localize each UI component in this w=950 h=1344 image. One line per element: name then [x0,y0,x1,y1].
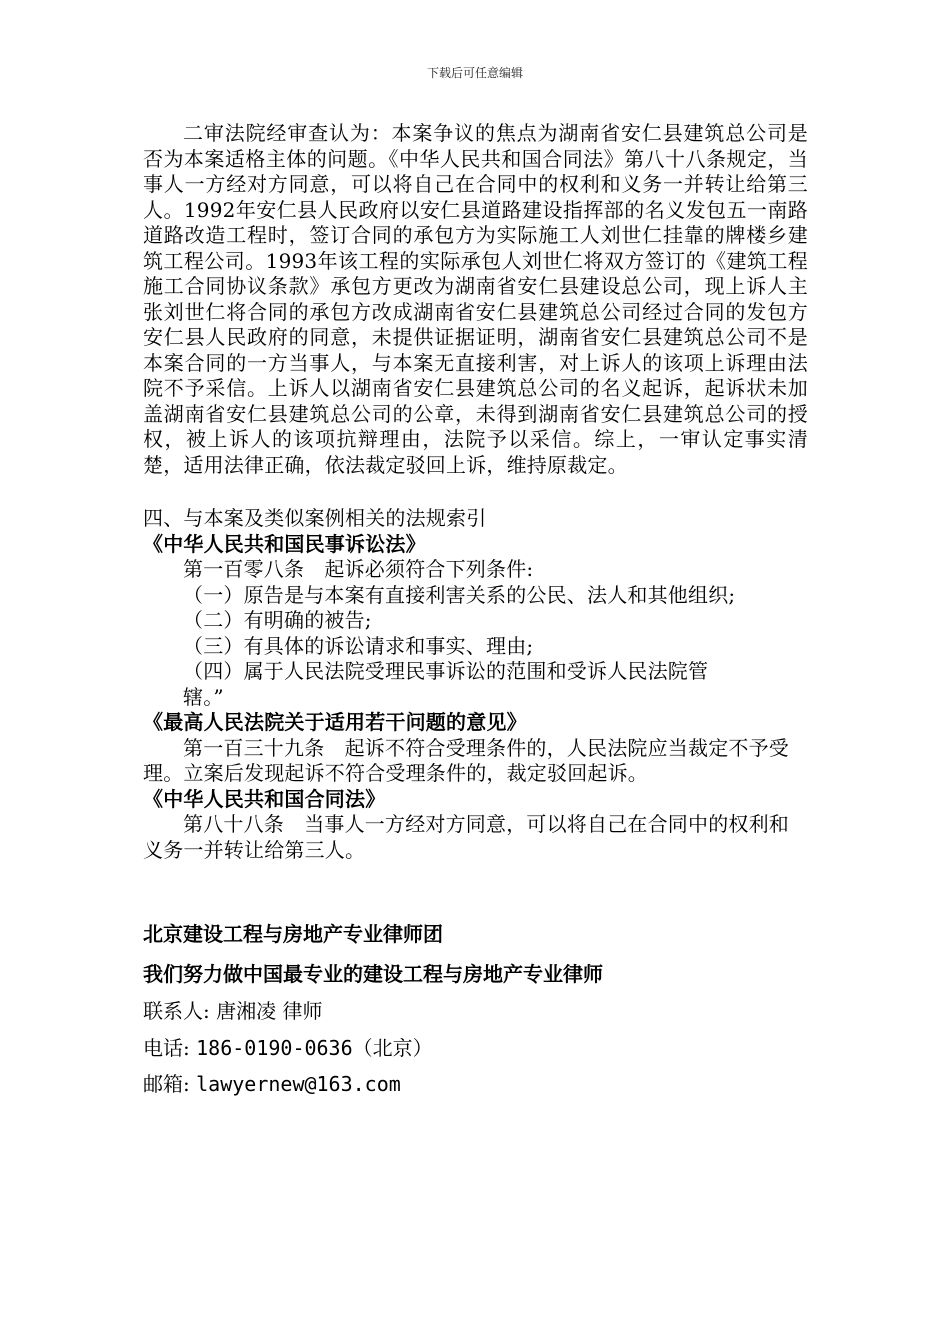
email-value[interactable]: lawyernew@163.com [196,1072,401,1096]
document-body [143,121,808,863]
contact-person-line [143,995,843,1024]
article-88: 第八十八条 当事人一方经对方同意，可以将自己在合同中的权利和义务一并转让给第三人。 [143,812,789,862]
article-139: 第一百三十九条 起诉不符合受理条件的，人民法院应当裁定不予受理。立案后发现起诉不符合受理条件的，裁定驳回起诉。 [143,735,789,785]
condition-item-3: （三）有具体的诉讼请求和事实、理由; [183,633,534,658]
condition-item-4-continued: 辖。” [183,684,224,709]
header-note: 下载后可任意编辑 [426,66,523,80]
court-opinion-paragraph: 二审法院经审查认为：本案争议的焦点为湖南省安仁县建筑总公司是否为本案适格主体的问题。《中华人民共和国合同法》第八十八条规定，当事人一方经对方同意，可以将自己在合同中的权利和义务一并转让给第三人。1992年安仁县人民政府以安仁县道路建设指挥部的名义发包五一南路道路改造工程时，签订合同的承包方为实际施工人刘世仁挂靠的牌楼乡建筑工程公司。1993年该工程的实际承包人刘世仁将双方签订的《建筑工程施工合同协议条款》承包方更改为湖南省安仁县建设总公司，现上诉人主张刘世仁将合同的承包方改成湖南省安仁县建筑总公司经过合同的发包方安仁县人民政府的同意，未提供证据证明，湖南省安仁县建筑总公司不是本案合同的一方当事人，与本案无直接利害，对上诉人的该项上诉理由法院不予采信。上诉人以湖南省安仁县建筑总公司的名义起诉，起诉状未加盖湖南省安仁县建筑总公司的公章，未得到湖南省安仁县建筑总公司的授权，被上诉人的该项抗辩理由，法院予以采信。综上，一审认定事实清楚，适用法律正确，依法裁定驳回上诉，维持原裁定。 [143,121,808,477]
law-title-contract-law: 《中华人民共和国合同法》 [143,786,386,811]
section-title: 四、与本案及类似案例相关的法规索引 [143,506,487,530]
phone-line [143,1032,843,1061]
lawyer-team-name [143,918,843,947]
phone-label: 电话: [143,1036,190,1060]
condition-item-4: （四）属于人民法院受理民事诉讼的范围和受诉人民法院管 [183,659,709,683]
condition-item-2: （二）有明确的被告; [183,608,372,632]
email-label: 邮箱: [143,1072,190,1096]
law-title-civil-procedure: 《中华人民共和国民事诉讼法》 [143,531,426,556]
team-name-text: 北京建设工程与房地产专业律师团 [143,922,443,946]
contact-person-label: 联系人: [143,999,210,1023]
slogan-text: 我们努力做中国最专业的建设工程与房地产专业律师 [143,962,603,986]
lawyer-team-slogan [143,958,843,987]
email-line [143,1068,843,1097]
article-108: 第一百零八条 起诉必须符合下列条件: [183,557,534,581]
condition-item-1: （一）原告是与本案有直接利害关系的公民、法人和其他组织; [183,582,736,607]
contact-person-value: 唐湘凌 律师 [216,999,323,1023]
law-title-supreme-court-opinion: 《最高人民法院关于适用若干问题的意见》 [143,710,527,734]
phone-value: 186-0190-0636（北京） [196,1036,433,1060]
